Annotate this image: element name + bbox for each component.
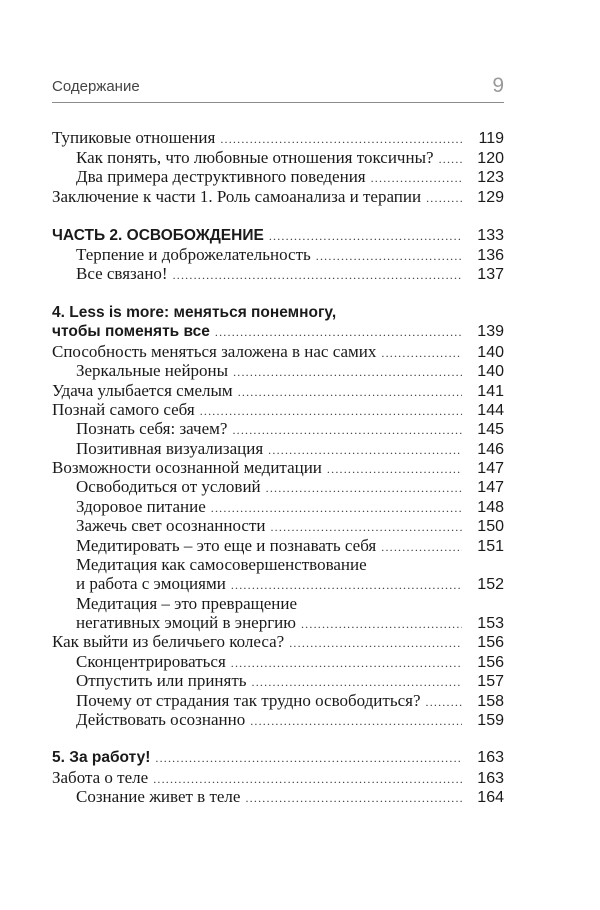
toc-entry-title: Здоровое питание — [76, 497, 206, 516]
toc-entry-line1: Медитация – это превращение — [76, 594, 297, 613]
toc-entry-page: 139 — [477, 323, 504, 340]
toc-entry-page: 157 — [477, 673, 504, 690]
toc-entry — [52, 631, 504, 653]
toc-entry-title: чтобы поменять все — [52, 323, 210, 340]
toc-chapter-heading — [52, 747, 504, 769]
toc-entry — [76, 515, 504, 537]
dot-leader — [173, 264, 462, 286]
toc-entry-page: 148 — [477, 499, 504, 516]
toc-entry-title: Познать себя: зачем? — [76, 419, 228, 438]
toc-entry-title: Как понять, что любовные отношения токсичны? — [76, 148, 434, 167]
toc-entry-title: Познай самого себя — [52, 400, 195, 419]
toc-entry-page: 152 — [477, 576, 504, 593]
toc-entry-title: негативных эмоций в энергию — [76, 613, 296, 632]
toc-entry — [76, 166, 504, 188]
toc-entry-title: Почему от страдания так трудно освободиться? — [76, 691, 421, 710]
running-header — [52, 76, 504, 103]
toc-entry-title: Тупиковые отношения — [52, 128, 216, 147]
toc-entry-page: 164 — [477, 789, 504, 806]
toc-entry — [76, 263, 504, 285]
dot-leader — [250, 710, 462, 732]
toc-entry-page: 146 — [477, 441, 504, 458]
toc-entry — [76, 476, 504, 498]
toc-entry-page: 145 — [477, 421, 504, 438]
dot-leader — [245, 787, 462, 809]
toc-entry-page: 158 — [477, 693, 504, 710]
toc-entry-title: Зажечь свет осознанности — [76, 516, 266, 535]
toc-entry-page: 141 — [477, 383, 504, 400]
toc-entry-title: Забота о теле — [52, 768, 149, 787]
toc-entry-page: 140 — [477, 344, 504, 361]
toc-chapter-heading — [52, 321, 504, 343]
toc-entry-title: Как выйти из беличьего колеса? — [52, 632, 285, 651]
toc-entry-title: Отпустить или принять — [76, 671, 247, 690]
toc-entry — [76, 418, 504, 440]
toc-entry-title: Освободиться от условий — [76, 477, 261, 496]
toc-entry-title: 5. За работу! — [52, 749, 151, 766]
toc-entry — [52, 127, 504, 149]
toc-entry-title: Позитивная визуализация — [76, 439, 264, 458]
toc-entry — [76, 709, 504, 731]
toc-chapter-heading-line1: 4. Less is more: меняться понемногу, — [52, 304, 337, 321]
toc-entry-title: и работа с эмоциями — [76, 574, 226, 593]
toc-entry-page: 144 — [477, 402, 504, 419]
page-number: 9 — [492, 74, 504, 97]
toc-entry-page: 123 — [477, 169, 504, 186]
toc-entry — [76, 670, 504, 692]
toc-entry-page: 159 — [477, 712, 504, 729]
toc-entry-line1: Медитация как самосовершенствование — [76, 555, 367, 574]
toc-entry-title: Возможности осознанной медитации — [52, 458, 322, 477]
toc-entry-title: Сознание живет в теле — [76, 787, 241, 806]
header-title: Содержание — [52, 78, 140, 95]
toc-entry-page: 137 — [477, 266, 504, 283]
toc-entry-page: 129 — [477, 189, 504, 206]
toc-entry-title: Все связано! — [76, 264, 168, 283]
toc-entry-page: 147 — [477, 460, 504, 477]
toc-entry-page: 133 — [477, 227, 504, 244]
toc-entry-page: 147 — [477, 479, 504, 496]
dot-leader — [381, 536, 462, 558]
dot-leader — [215, 321, 462, 343]
toc-entry-page: 156 — [477, 634, 504, 651]
toc-entry-page: 140 — [477, 363, 504, 380]
toc-entry-page: 120 — [477, 150, 504, 167]
toc-entry-title: Действовать осознанно — [76, 710, 246, 729]
toc-entry-page: 156 — [477, 654, 504, 671]
toc-entry-title: Зеркальные нейроны — [76, 361, 229, 380]
toc-entry — [76, 573, 504, 595]
toc-entry-title: Терпение и доброжелательность — [76, 245, 311, 264]
toc-entry-page: 163 — [477, 770, 504, 787]
dot-leader — [155, 747, 462, 769]
toc-entry-page: 163 — [477, 749, 504, 766]
toc-entry — [76, 360, 504, 382]
toc-entry-title: Способность меняться заложена в нас самих — [52, 342, 377, 361]
toc-entry-title: Сконцентрироваться — [76, 652, 226, 671]
toc-entry-title: ЧАСТЬ 2. ОСВОБОЖДЕНИЕ — [52, 227, 264, 244]
toc-entry-page: 153 — [477, 615, 504, 632]
toc-entry-page: 151 — [477, 538, 504, 555]
dot-leader — [426, 187, 462, 209]
toc-entry-title: Заключение к части 1. Роль самоанализа и терапии — [52, 187, 422, 206]
toc-entry-page: 136 — [477, 247, 504, 264]
toc-entry-title: Два примера деструктивного поведения — [76, 167, 366, 186]
toc-entry-page: 119 — [478, 130, 504, 147]
toc-entry — [76, 786, 504, 808]
toc-entry-page: 150 — [477, 518, 504, 535]
toc-entry-title: Медитировать – это еще и познавать себя — [76, 536, 377, 555]
toc-entry-title: Удача улыбается смелым — [52, 381, 233, 400]
toc-entry — [52, 186, 504, 208]
